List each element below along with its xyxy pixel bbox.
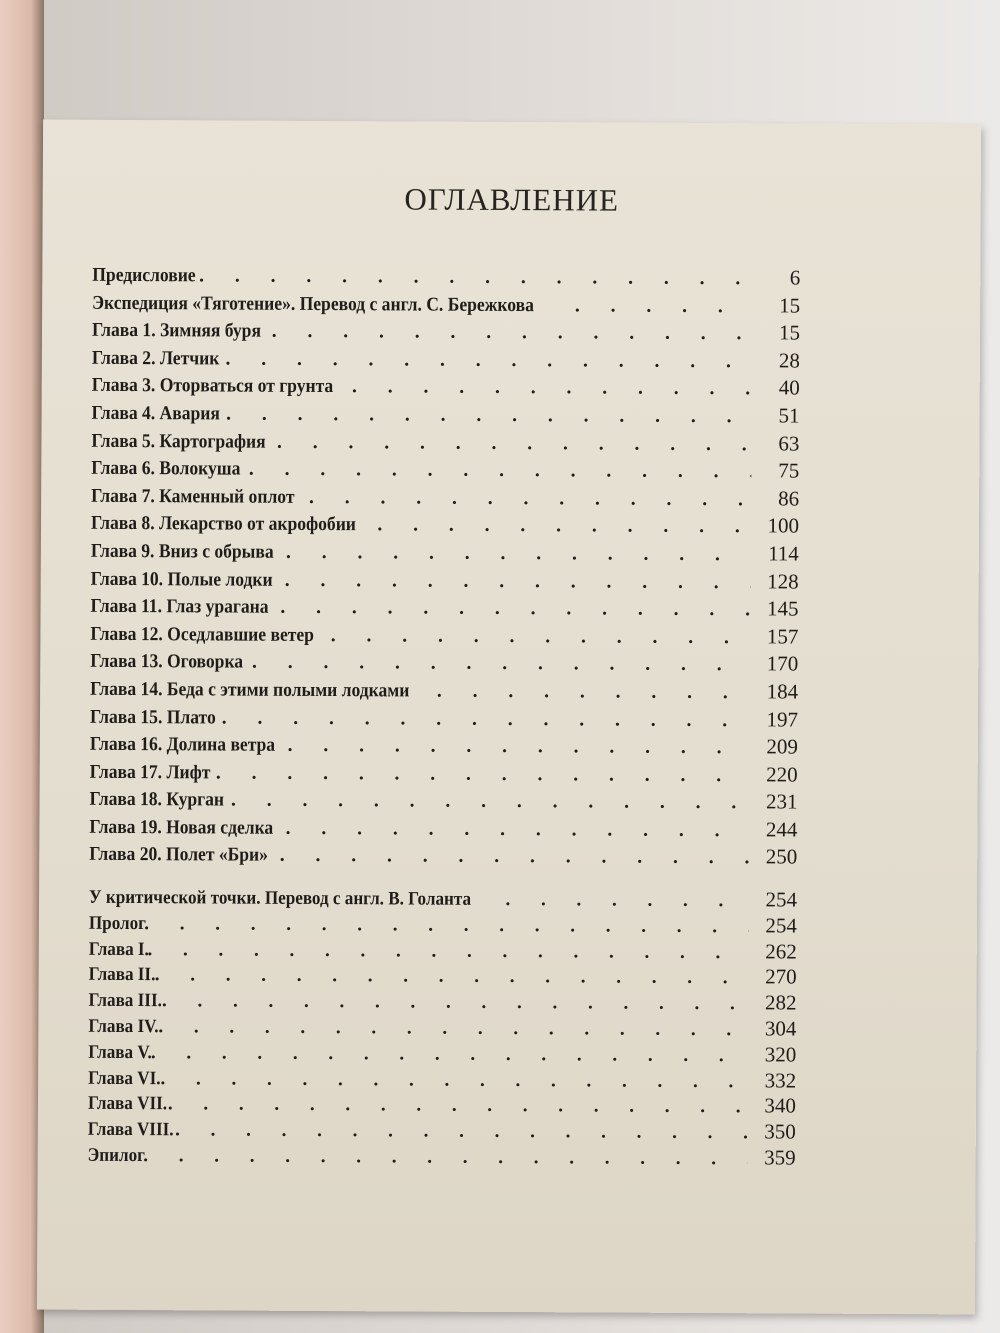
- toc-entry-page: 350: [764, 1119, 796, 1144]
- leader-dots: [162, 990, 749, 1015]
- toc-entry-title: Глава 4. Авария: [91, 402, 220, 425]
- toc-entry-title: Глава 5. Картография: [91, 430, 266, 453]
- leader-dots: [280, 597, 750, 621]
- toc-entry-title: Глава 14. Беда с этими полыми лодками: [90, 678, 410, 702]
- leader-dots: [175, 1119, 748, 1144]
- toc-entry-title: Эпилог: [87, 1144, 145, 1167]
- toc-entry-title: Глава 2. Летчик: [91, 347, 220, 370]
- toc-entry-title: Глава I.: [88, 938, 149, 960]
- toc-entry-page: 145: [767, 596, 799, 621]
- toc-entry-page: 197: [766, 706, 799, 732]
- leader-dots: [288, 735, 750, 759]
- toc-entry: [88, 987, 796, 1017]
- toc-entry: [91, 427, 799, 458]
- toc-entry: [90, 731, 798, 762]
- toc-entry-page: 282: [764, 990, 797, 1015]
- toc-entry-title: Глава II.: [88, 964, 156, 986]
- toc-entry: [91, 538, 799, 569]
- toc-entry: [92, 345, 800, 376]
- toc-entry-page: 15: [778, 320, 801, 345]
- toc-entry: [88, 1142, 796, 1172]
- leader-dots: [168, 1094, 748, 1119]
- leader-dots: [437, 681, 750, 705]
- toc-entry-title: Глава VII.: [87, 1093, 168, 1115]
- leader-dots: [286, 542, 751, 566]
- toc-entry-title: Глава 20. Полет «Бри»: [89, 844, 268, 867]
- toc-entry: [89, 786, 797, 817]
- leader-dots: [286, 818, 750, 842]
- toc-entry: [92, 262, 800, 293]
- toc-entry-title: Глава III.: [88, 989, 162, 1012]
- toc-entry-page: 304: [764, 1016, 797, 1041]
- leader-dots: [155, 965, 749, 990]
- toc-entry-page: 220: [766, 762, 798, 787]
- toc-entry-title: Глава 12. Оседлавшие ветер: [90, 623, 314, 646]
- toc-entry: [91, 483, 799, 514]
- toc-entry-title: Глава 3. Оторваться от грунта: [91, 375, 334, 398]
- leader-dots: [272, 321, 752, 346]
- leader-dots: [277, 431, 752, 455]
- book-page: [37, 120, 981, 1315]
- toc-entry-title: Экспедиция «Тяготение». Перевод с англ. С. Бережкова: [92, 292, 534, 316]
- toc-entry: [91, 455, 799, 486]
- leader-dots: [151, 1042, 748, 1067]
- toc-entry-page: 157: [766, 624, 799, 649]
- toc-entry: [89, 814, 797, 845]
- toc-entry-page: 40: [778, 375, 800, 400]
- toc-entry-page: 270: [765, 964, 797, 989]
- toc-entry-title: У критической точки. Перевод с англ. В. Голанта: [88, 886, 472, 910]
- toc-entry: [90, 621, 798, 652]
- toc-entry-title: Глава 19. Новая сделка: [89, 816, 274, 839]
- leader-dots: [222, 707, 750, 732]
- toc-section-2: [88, 884, 797, 1171]
- toc-entry-page: 28: [778, 348, 800, 373]
- leader-dots: [216, 762, 750, 787]
- toc-entry: [90, 676, 798, 707]
- toc-entry: [89, 935, 797, 965]
- leader-dots: [285, 569, 751, 593]
- leader-dots: [225, 348, 751, 373]
- toc-entry-title: Глава 17. Лифт: [89, 761, 211, 784]
- toc-entry: [89, 910, 797, 940]
- toc-entry: [88, 1039, 796, 1069]
- leader-dots: [280, 845, 750, 869]
- toc-entry-page: 332: [764, 1067, 797, 1093]
- toc-entry: [88, 1090, 796, 1120]
- toc-entry: [88, 1064, 796, 1094]
- toc-entry-title: Глава 7. Каменный оплот: [91, 485, 295, 508]
- toc-entry-title: Глава 18. Курган: [89, 789, 225, 811]
- toc-entry-page: 262: [765, 938, 797, 964]
- toc-entry-page: 100: [767, 513, 800, 538]
- toc-entry-page: 359: [764, 1145, 796, 1170]
- toc-entry: [90, 703, 798, 734]
- leader-dots: [352, 377, 752, 401]
- toc-entry-title: Глава 16. Долина ветра: [89, 733, 276, 756]
- toc-entry-title: Глава 9. Вниз с обрыва: [90, 540, 274, 563]
- toc-entry-page: 209: [766, 734, 798, 759]
- leader-dots: [505, 889, 749, 912]
- toc-entry-title: Глава VI.: [88, 1067, 161, 1089]
- leader-dots: [249, 459, 751, 484]
- toc-entry: [91, 565, 799, 596]
- toc-entry: [89, 961, 797, 991]
- leader-dots: [231, 790, 750, 815]
- toc-entry: [88, 1013, 796, 1043]
- toc-entry-title: Глава 15. Плато: [89, 706, 216, 728]
- toc-entry: [92, 400, 800, 431]
- toc-entry: [90, 593, 798, 624]
- leader-dots: [226, 403, 752, 428]
- toc-entry: [91, 510, 799, 541]
- toc-entry-title: Предисловие: [92, 264, 196, 287]
- leader-dots: [158, 1016, 748, 1041]
- toc-entry-page: 114: [768, 541, 799, 566]
- toc-entry-title: Глава VIII.: [87, 1118, 174, 1141]
- toc-entry-page: 340: [764, 1093, 797, 1118]
- toc-section-1: [89, 262, 800, 873]
- toc-entry-page: 75: [778, 458, 800, 483]
- toc-entry: [92, 317, 800, 348]
- toc-entry: [90, 758, 798, 789]
- toc-entry-page: 250: [765, 844, 798, 869]
- toc-entry-title: Пролог: [88, 912, 147, 934]
- leader-dots: [144, 913, 749, 938]
- toc-entry-title: Глава 10. Полые лодки: [90, 568, 273, 591]
- leader-dots: [143, 1145, 748, 1170]
- toc-entry-page: 254: [765, 887, 798, 912]
- toc-entry-page: 184: [766, 679, 799, 704]
- toc-entry-page: 254: [765, 913, 797, 938]
- leader-dots: [309, 487, 751, 511]
- toc-entry-title: Глава 8. Лекарство от акрофобии: [90, 513, 357, 536]
- toc-entry-title: Глава 6. Волокуша: [91, 457, 241, 480]
- toc-entry-page: 63: [778, 430, 800, 456]
- leader-dots: [252, 652, 750, 677]
- toc-entry: [89, 841, 797, 872]
- toc-entry-page: 6: [789, 265, 801, 290]
- toc-entry-title: Глава 13. Оговорка: [90, 651, 244, 673]
- toc-entry-page: 128: [767, 568, 799, 594]
- toc-entry: [92, 372, 800, 403]
- leader-dots: [199, 265, 752, 290]
- toc-entry: [90, 648, 798, 679]
- toc-entry-page: 15: [779, 293, 801, 318]
- toc-entry-page: 231: [765, 789, 798, 814]
- toc-entry-page: 170: [766, 651, 799, 676]
- toc-entry-page: 86: [778, 486, 800, 511]
- leader-dots: [147, 939, 748, 964]
- toc-entry-title: Глава 11. Глаз урагана: [90, 595, 269, 618]
- toc-entry: [88, 1116, 796, 1146]
- toc-entry-page: 51: [778, 403, 800, 428]
- toc-entry-title: Глава V.: [88, 1041, 152, 1063]
- leader-dots: [331, 625, 751, 649]
- leader-dots: [161, 1068, 749, 1093]
- leader-dots: [575, 295, 752, 318]
- toc-entry: [89, 884, 797, 914]
- toc-entry-title: Глава IV.: [88, 1015, 159, 1038]
- leader-dots: [377, 515, 751, 539]
- toc-entry-title: Глава 1. Зимняя буря: [91, 319, 262, 342]
- toc-entry-page: 320: [764, 1042, 797, 1067]
- toc-entry-page: 244: [765, 817, 798, 842]
- toc-entry: [92, 289, 800, 320]
- page-title: ОГЛАВЛЕНИЕ: [404, 181, 620, 218]
